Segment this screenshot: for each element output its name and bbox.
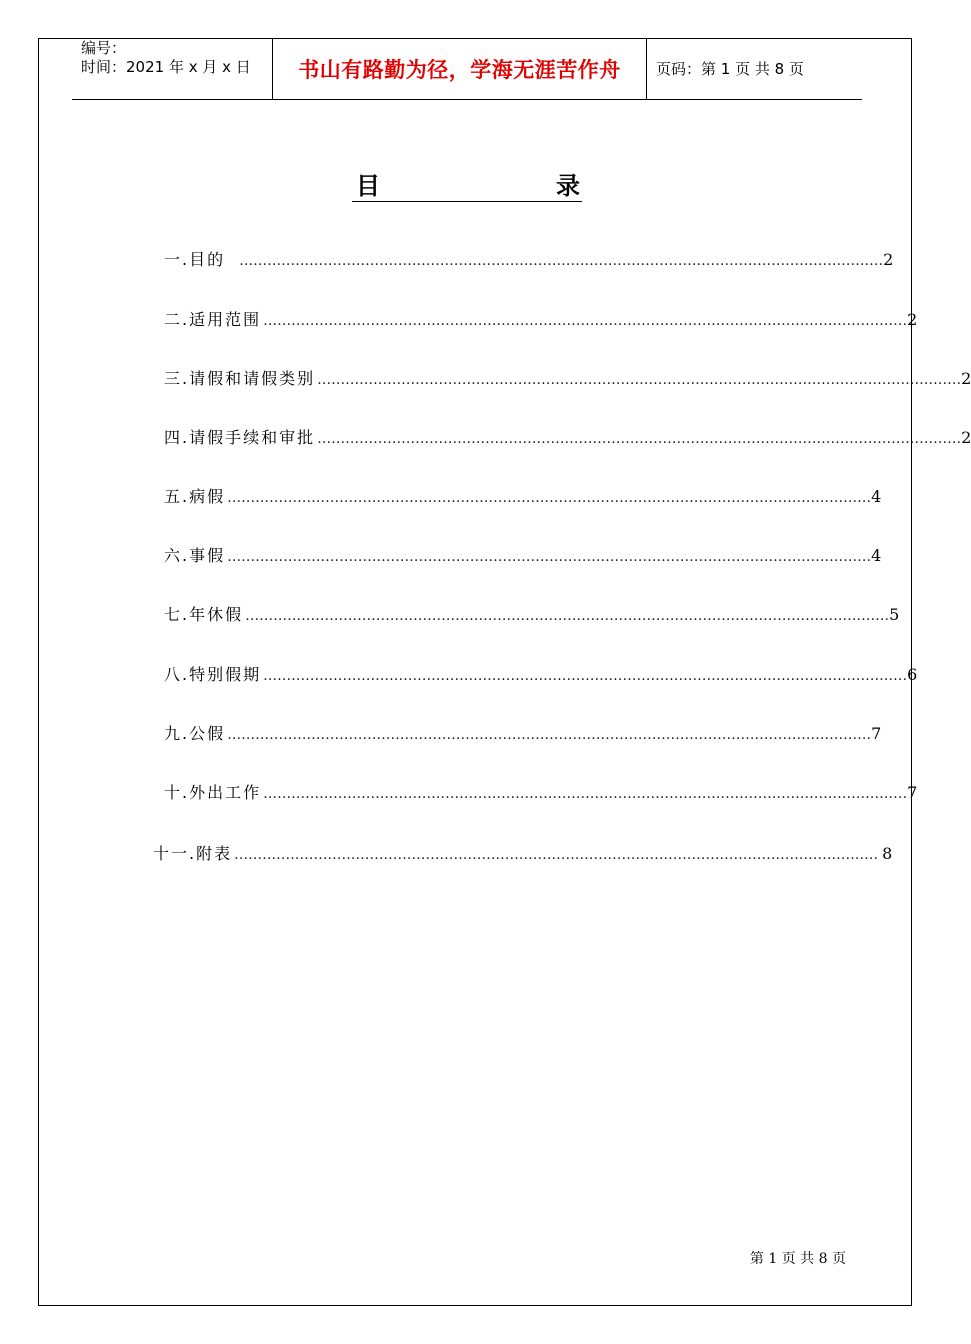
toc-label: 二.适用范围 bbox=[164, 310, 262, 329]
toc-label: 五.病假 bbox=[164, 487, 226, 506]
toc-entry[interactable] bbox=[164, 662, 918, 686]
toc-label: 十.外出工作 bbox=[164, 783, 262, 802]
toc-leader-dots: ………………………………………………………………………………………………………………………… bbox=[263, 668, 908, 684]
toc-page-number: 2 bbox=[961, 428, 971, 447]
toc-entry[interactable] bbox=[164, 425, 971, 449]
toc-page-number: 7 bbox=[871, 724, 882, 743]
toc-page-number: 2 bbox=[961, 369, 971, 388]
toc-page-number: 5 bbox=[889, 605, 900, 624]
toc-entry[interactable] bbox=[164, 721, 882, 745]
toc-label: 八.特别假期 bbox=[164, 665, 262, 684]
toc-label: 七.年休假 bbox=[164, 605, 244, 624]
date-label: 时间：2021 年 x 月 x 日 bbox=[81, 58, 251, 76]
toc-entry[interactable] bbox=[164, 366, 971, 390]
toc-label: 四.请假手续和审批 bbox=[164, 428, 316, 447]
toc-page-number: 8 bbox=[882, 844, 893, 863]
page-title bbox=[352, 172, 582, 202]
toc-leader-dots: ………………………………………………………………………………………………………………………… bbox=[234, 847, 879, 863]
title-char-2: 录 bbox=[556, 171, 580, 200]
toc-page-number: 4 bbox=[871, 487, 882, 506]
toc-entry[interactable] bbox=[153, 841, 893, 865]
toc-label: 六.事假 bbox=[164, 546, 226, 565]
toc-entry[interactable] bbox=[164, 602, 900, 626]
toc-leader-dots: ………………………………………………………………………………………………………………………… bbox=[263, 313, 908, 329]
toc-leader-dots: ………………………………………………………………………………………………………………………… bbox=[227, 727, 872, 743]
page-header bbox=[72, 38, 862, 100]
toc-page-number: 2 bbox=[883, 250, 894, 269]
toc-leader-dots: ………………………………………………………………………………………………………………………… bbox=[263, 786, 908, 802]
toc-leader-dots: ………………………………………………………………………………………………………………………… bbox=[227, 490, 872, 506]
toc-leader-dots: ………………………………………………………………………………………………………………………… bbox=[227, 549, 872, 565]
toc-entry[interactable] bbox=[164, 307, 918, 331]
toc-leader-dots: ………………………………………………………………………………………………………………………… bbox=[317, 431, 962, 447]
toc-leader-dots: ………………………………………………………………………………………………………………………… bbox=[239, 253, 884, 269]
toc-page-number: 7 bbox=[907, 783, 918, 802]
toc-page-number: 6 bbox=[907, 665, 918, 684]
serial-label: 编号： bbox=[81, 39, 127, 57]
title-char-1: 目 bbox=[356, 171, 380, 200]
page-footer: 第 1 页 共 8 页 bbox=[749, 1251, 846, 1267]
header-page-info: 页码：第 1 页 共 8 页 bbox=[656, 60, 804, 78]
toc-page-number: 4 bbox=[871, 546, 882, 565]
toc-label: 一.目的 bbox=[164, 250, 226, 269]
toc-label: 十一.附表 bbox=[153, 844, 233, 863]
header-motto: 书山有路勤为径，学海无涯苦作舟 bbox=[272, 38, 647, 99]
header-meta bbox=[72, 38, 272, 99]
toc-page-number: 2 bbox=[907, 310, 918, 329]
toc-entry[interactable] bbox=[164, 247, 894, 271]
toc-leader-dots: ………………………………………………………………………………………………………………………… bbox=[245, 608, 890, 624]
toc-entry[interactable] bbox=[164, 543, 882, 567]
toc-entry[interactable] bbox=[164, 780, 918, 804]
toc-leader-dots: ………………………………………………………………………………………………………………………… bbox=[317, 372, 962, 388]
toc-label: 九.公假 bbox=[164, 724, 226, 743]
toc-label: 三.请假和请假类别 bbox=[164, 369, 316, 388]
toc-entry[interactable] bbox=[164, 484, 882, 508]
